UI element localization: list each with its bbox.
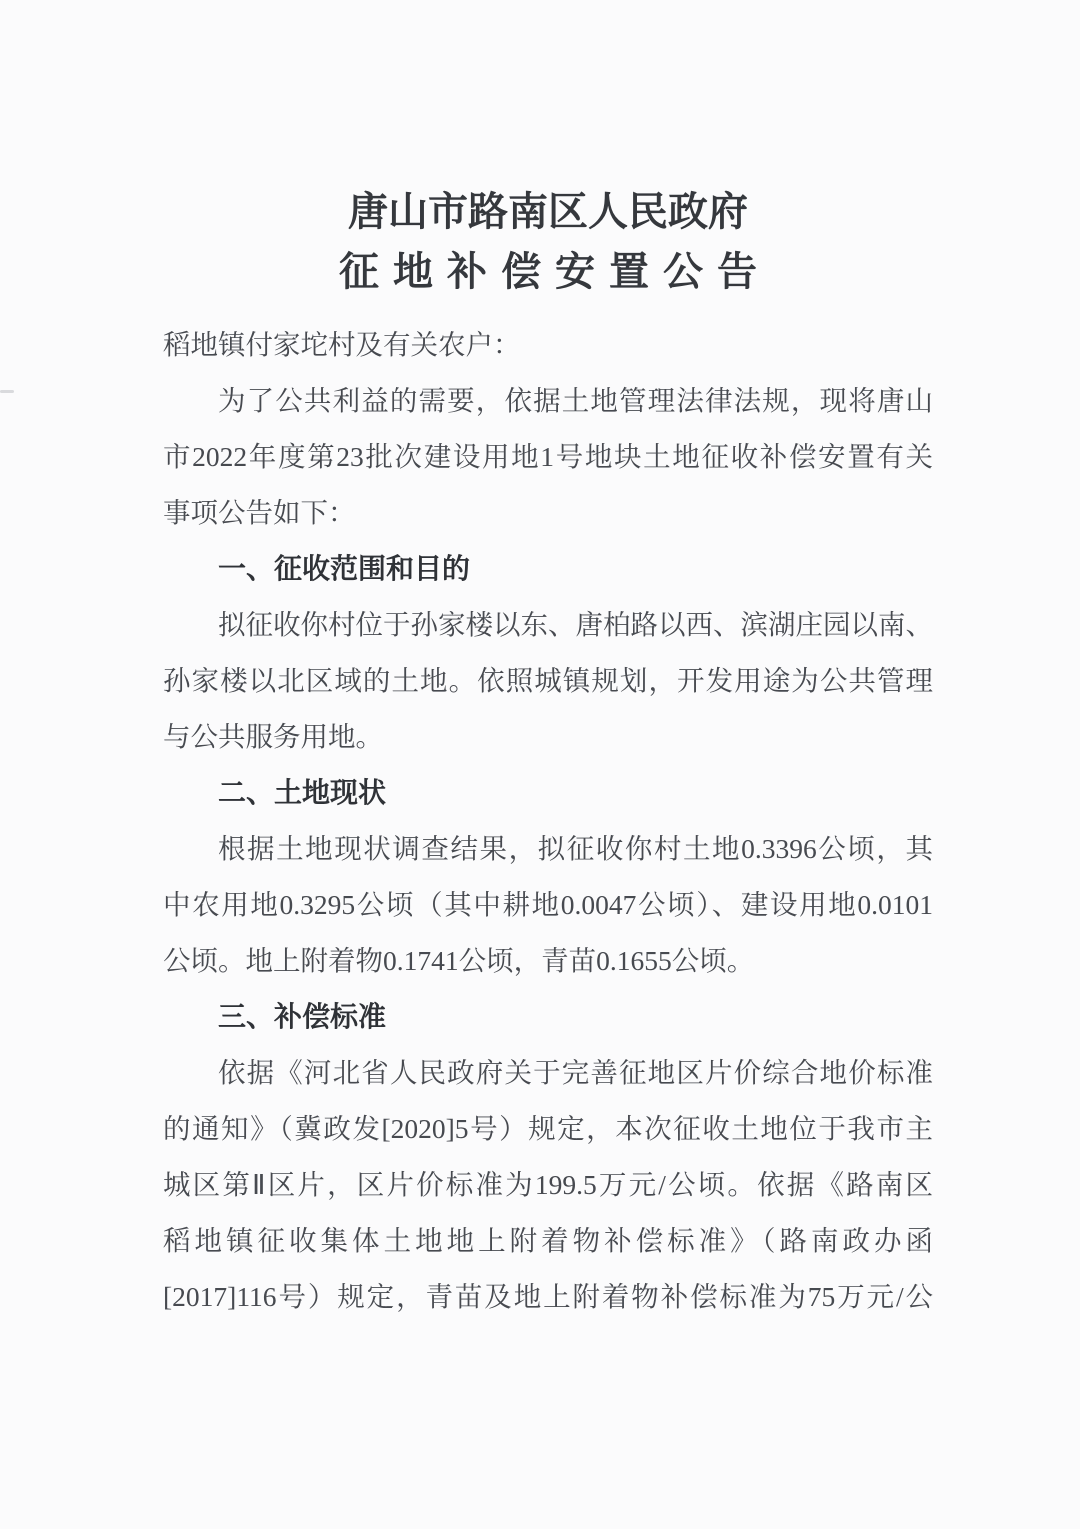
document-line: 孙家楼以北区域的土地。依照城镇规划，开发用途为公共管理 <box>163 665 933 696</box>
document-line: 稻地镇征收集体土地地上附着物补偿标准》（路南政办函 <box>163 1225 933 1256</box>
document-line: 与公共服务用地。 <box>163 721 383 752</box>
document-line: 根据土地现状调查结果，拟征收你村土地0.3396公顷，其 <box>218 833 933 864</box>
section-heading: 一、征收范围和目的 <box>218 553 471 584</box>
document-line: 为了公共利益的需要，依据土地管理法律法规，现将唐山 <box>218 385 933 416</box>
document-line: 事项公告如下： <box>163 497 356 528</box>
section-heading: 二、土地现状 <box>218 777 387 808</box>
document-line: 的通知》（冀政发[2020]5号）规定，本次征收土地位于我市主 <box>163 1113 933 1144</box>
document-line: 拟征收你村位于孙家楼以东、唐柏路以西、滨湖庄园以南、 <box>218 609 933 640</box>
document-content <box>163 0 933 1325</box>
document-line: 城区第Ⅱ区片，区片价标准为199.5万元/公顷。依据《路南区 <box>163 1169 933 1200</box>
document-line: 公顷。地上附着物0.1741公顷，青苗0.1655公顷。 <box>163 945 755 976</box>
document-subtitle: 征地补偿安置公告 <box>339 250 771 294</box>
document-line: [2017]116号）规定，青苗及地上附着物补偿标准为75万元/公 <box>163 1281 933 1312</box>
document-line: 市2022年度第23批次建设用地1号地块土地征收补偿安置有关 <box>163 441 933 472</box>
section-heading: 三、补偿标准 <box>218 1001 387 1032</box>
scan-artifact <box>0 390 14 393</box>
document-line: 依据《河北省人民政府关于完善征地区片价综合地价标准 <box>218 1057 933 1088</box>
document-title: 唐山市路南区人民政府 <box>348 190 748 234</box>
document-line: 中农用地0.3295公顷（其中耕地0.0047公顷）、建设用地0.0101 <box>163 889 933 920</box>
document-body <box>163 317 933 1325</box>
document-line: 稻地镇付家坨村及有关农户： <box>163 329 521 360</box>
